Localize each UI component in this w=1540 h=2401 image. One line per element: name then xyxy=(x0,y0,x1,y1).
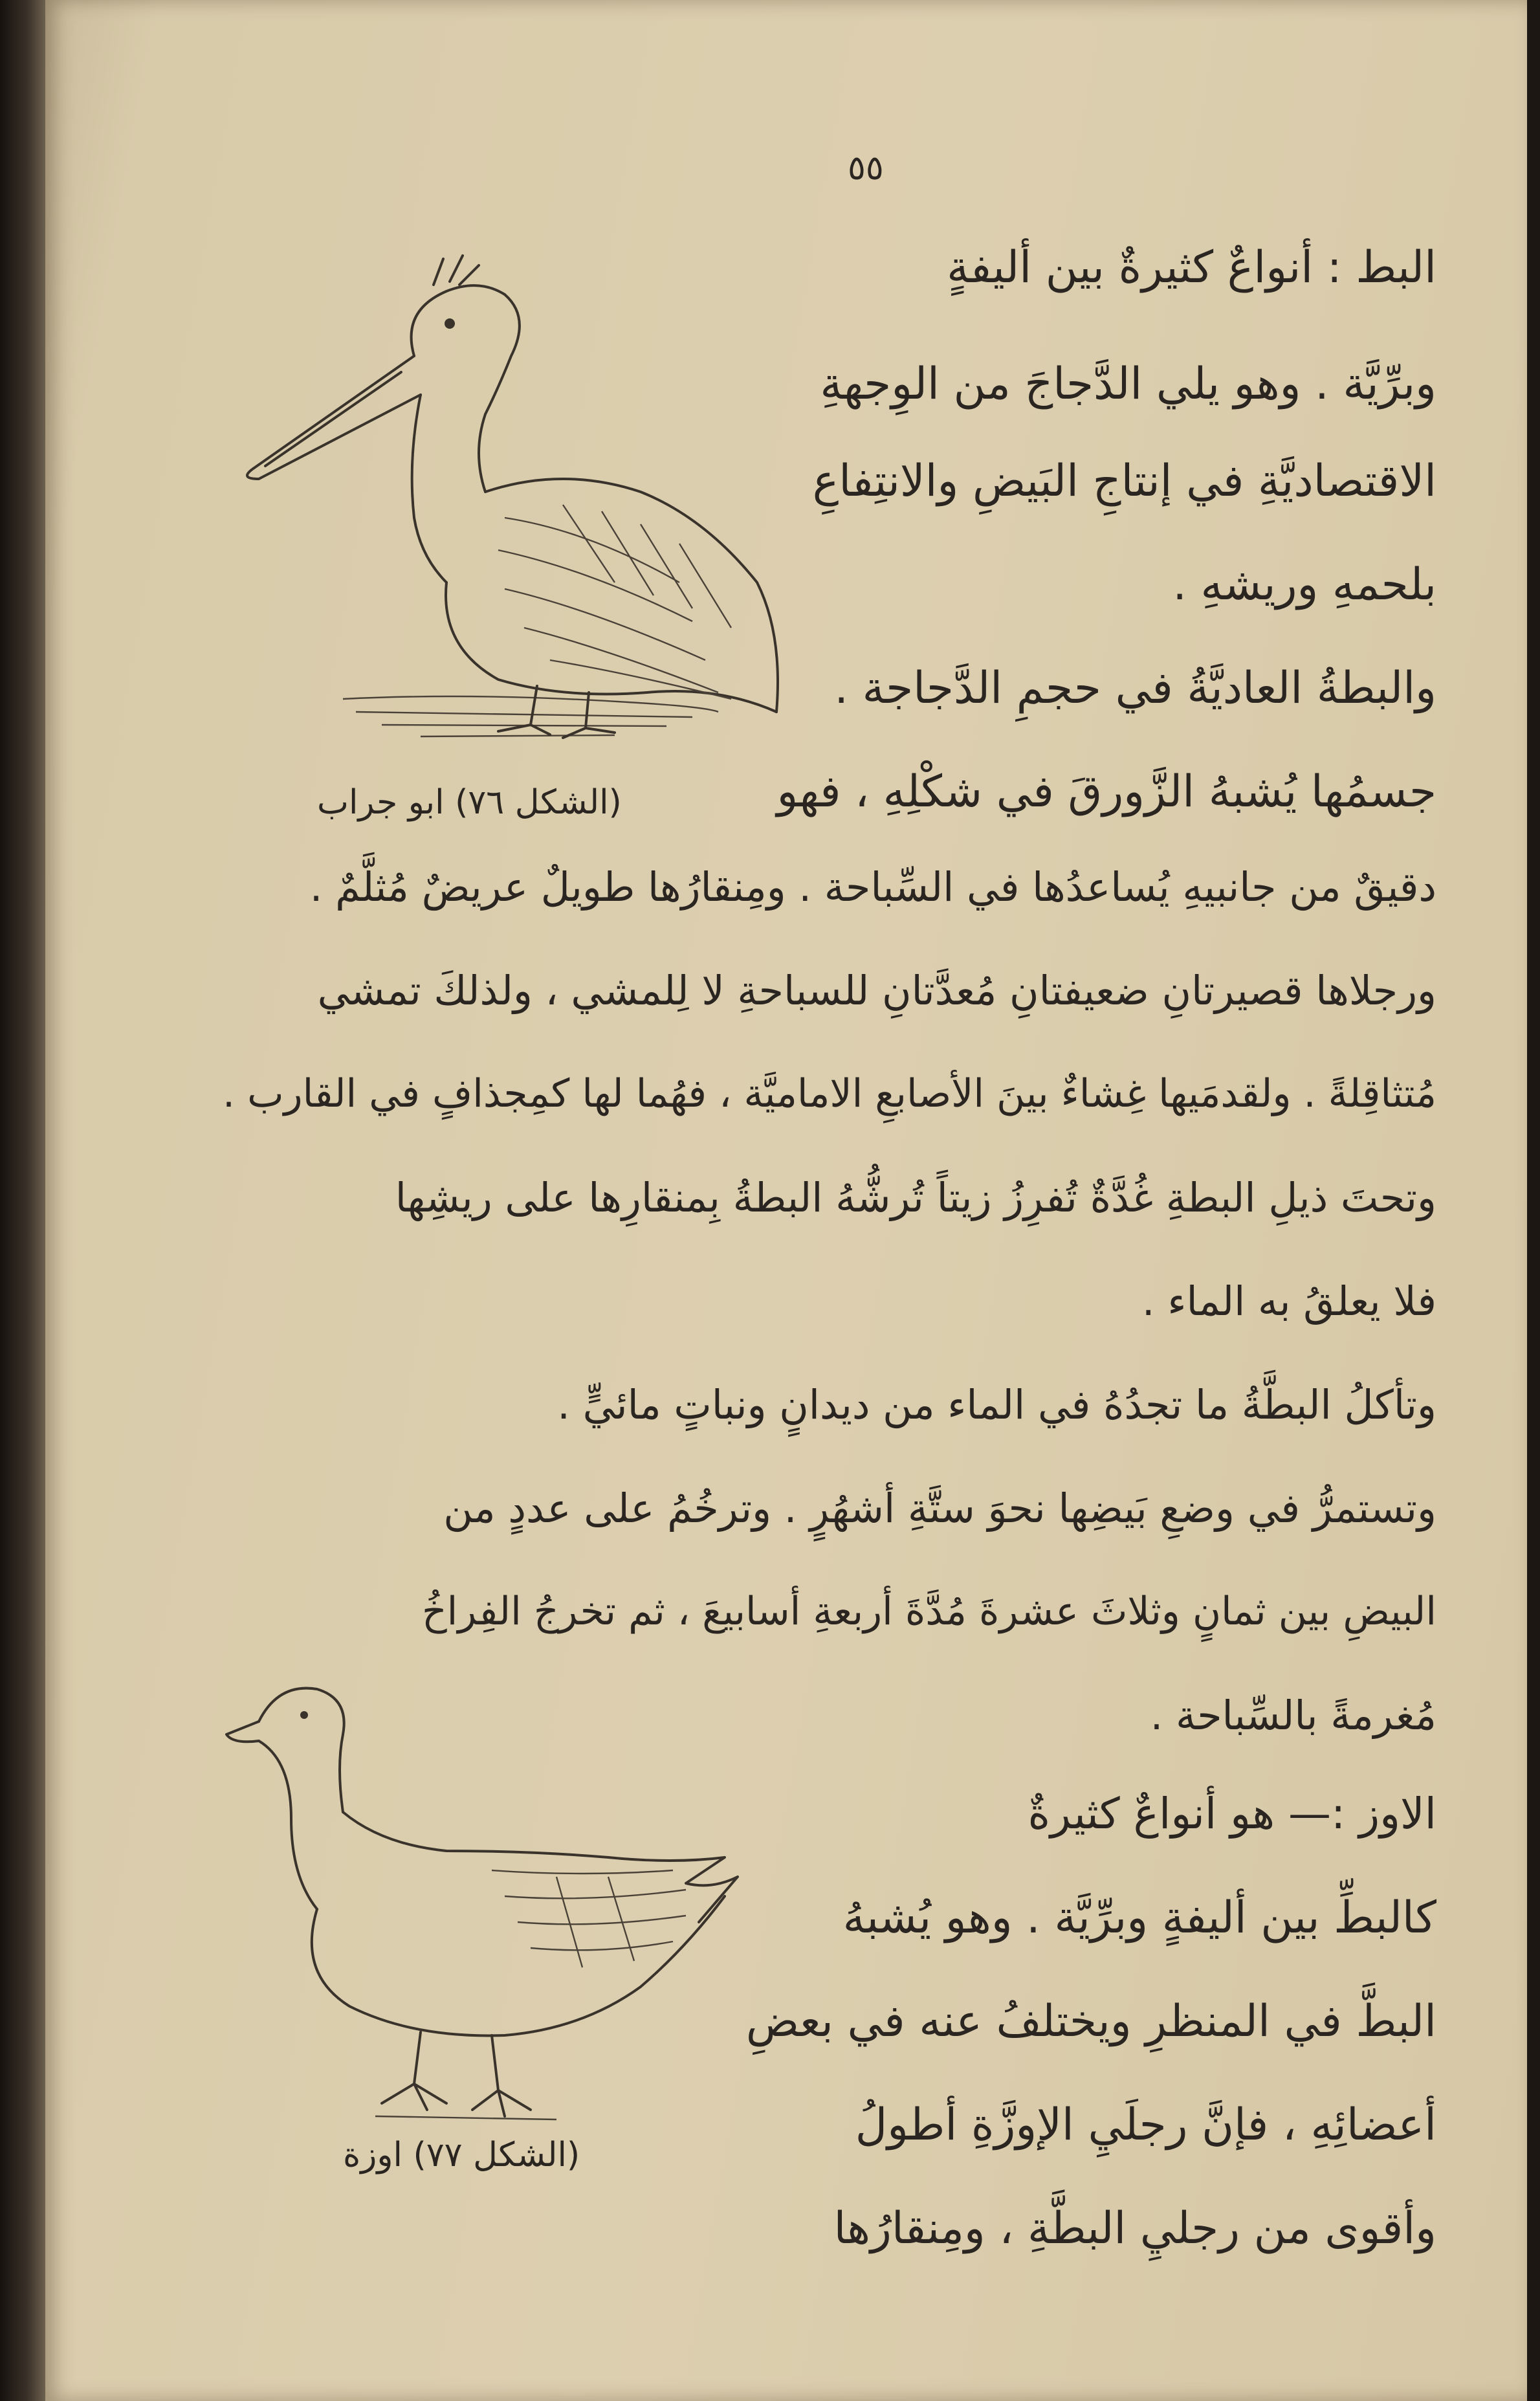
text-line-19: أعضائِهِ ، فإنَّ رجلَيِ الإوزَّةِ أطولُ xyxy=(855,2099,1436,2151)
text-line-13: وتستمرُّ في وضعِ بَيضِها نحوَ ستَّةِ أشهُرٍ . وترخُمُ على عددٍ من xyxy=(443,1485,1436,1532)
page-number: ٥٥ xyxy=(848,149,884,188)
goose-illustration-icon xyxy=(220,1663,789,2129)
pelican-caption: (الشكل ٧٦) ابو جراب xyxy=(317,783,622,822)
text-line-15: مُغرمةً بالسِّباحة . xyxy=(1150,1692,1436,1739)
goose-caption: (الشكل ٧٧) اوزة xyxy=(343,2136,580,2174)
text-line-16: الاوز :— هو أنواعٌ كثيرةٌ xyxy=(1028,1789,1436,1839)
text-line-14: البيضِ بين ثمانٍ وثلاثَ عشرةَ مُدَّةَ أربعةِ أسابيعَ ، ثم تخرجُ الفِراخُ xyxy=(421,1589,1436,1634)
text-line-17: كالبطِّ بين أليفةٍ وبرِّيَّة . وهو يُشبهُ xyxy=(842,1892,1436,1943)
text-line-11: فلا يعلقُ به الماء . xyxy=(1141,1278,1436,1325)
text-line-18: البطَّ في المنظرِ ويختلفُ عنه في بعضِ xyxy=(745,1996,1436,2047)
text-line-3: الاقتصاديَّةِ في إنتاجِ البَيضِ والانتِفاعِ xyxy=(812,456,1436,507)
text-line-2: وبرِّيَّة . وهو يلي الدَّجاجَ من الوِجهةِ xyxy=(820,359,1436,410)
book-page xyxy=(45,0,1527,2401)
text-line-7: دقيقٌ من جانبيهِ يُساعدُها في السِّباحة . ومِنقارُها طويلٌ عريضٌ مُثلَّمٌ . xyxy=(309,863,1436,911)
text-line-12: وتأكلُ البطَّةُ ما تجدُهُ في الماء من ديدانٍ ونباتٍ مائيٍّ . xyxy=(557,1381,1436,1428)
text-line-8: ورجلاها قصيرتانِ ضعيفتانِ مُعدَّتانِ للسباحةِ لا لِلمشي ، ولذلكَ تمشي xyxy=(317,967,1436,1014)
text-line-1: البط : أنواعٌ كثيرةٌ بين أليفةٍ xyxy=(947,242,1436,293)
pelican-illustration-icon xyxy=(226,246,822,764)
text-line-4: بلحمهِ وريشهِ . xyxy=(1172,559,1436,610)
text-line-5: والبطةُ العاديَّةُ في حجمِ الدَّجاجة . xyxy=(834,663,1436,714)
text-line-20: وأقوى من رجليِ البطَّةِ ، ومِنقارُها xyxy=(833,2203,1436,2254)
text-line-6: جسمُها يُشبهُ الزَّورقَ في شكْلِهِ ، فهو xyxy=(776,766,1436,817)
book-spine xyxy=(0,0,45,2401)
text-line-9: مُتثاقِلةً . ولقدمَيها غِشاءٌ بينَ الأصابعِ الاماميَّة ، فهُما لها كمِجذافٍ في القارب . xyxy=(222,1071,1436,1116)
text-line-10: وتحتَ ذيلِ البطةِ غُدَّةٌ تُفرِزُ زيتاً تُرشُّهُ البطةُ بِمنقارِها على ريشِها xyxy=(395,1174,1436,1221)
